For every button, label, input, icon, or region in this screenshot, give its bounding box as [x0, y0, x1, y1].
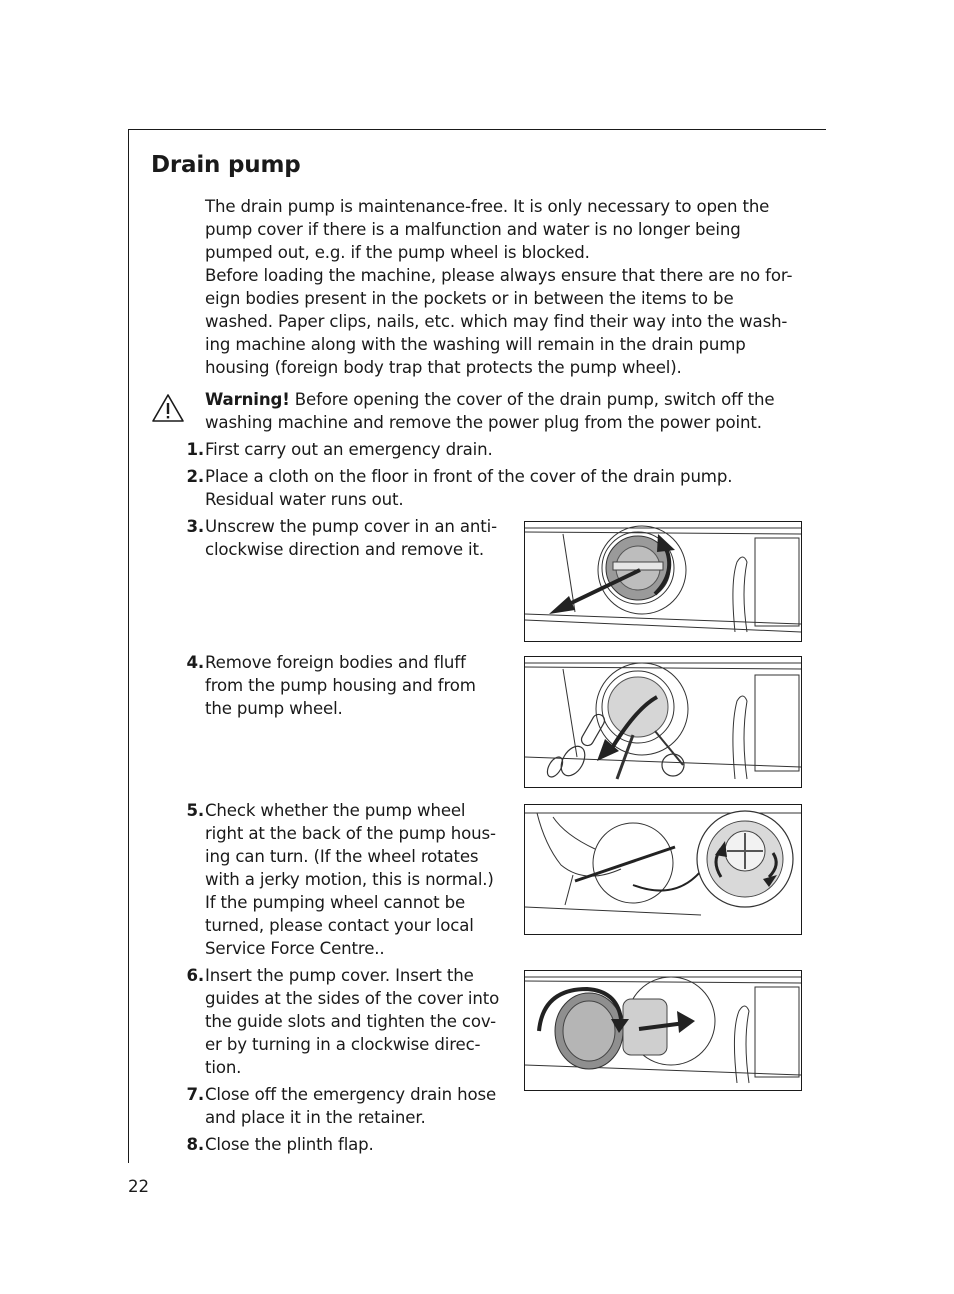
figure-remove-foreign-bodies [524, 656, 802, 788]
step-4: 4. Remove foreign bodies and fluff from the pump housing and from the pump wheel. [186, 653, 476, 718]
page-title: Drain pump [151, 152, 301, 178]
foreign-bodies-illustration [525, 657, 801, 787]
warning-label: Warning! [205, 390, 290, 409]
step-3: 3. Unscrew the pump cover in an anti- clockwise direction and remove it. [186, 517, 497, 559]
step-2: 2. Place a cloth on the floor in front of the cover of the drain pump. Residual water runs out. [186, 467, 733, 509]
warning-paragraph: Warning! Before opening the cover of the drain pump, switch off the washing machine and remove the power plug from the power point. [205, 390, 775, 432]
unscrew-cover-illustration [525, 522, 801, 641]
step-1: 1. First carry out an emergency drain. [186, 440, 493, 459]
step-8: 8. Close the plinth flap. [186, 1135, 374, 1154]
frame-top-rule [128, 129, 826, 130]
intro-paragraph: The drain pump is maintenance-free. It is only necessary to open the pump cover if there is a malfunction and water is no longer being pumped out, e.g. if the pump wheel is blocked. Before loading the machine, please always ensure that there are no for- eign bodies present in the pockets or in between the items to be washed. Paper clips, nails, etc. which may find their way into the wash- ing machine along with the washing will remain in the drain pump housing (foreign body trap that protects the pump wheel). [205, 197, 793, 377]
figure-insert-pump-cover [524, 970, 802, 1091]
step-5: 5. Check whether the pump wheel right at the back of the pump hous- ing can turn. (If the wheel rotates with a jerky motion, this is normal.) If the pumping wheel cannot be turned, please contact your local Service Force Centre.. [186, 801, 496, 958]
frame-left-rule [128, 129, 129, 1163]
check-wheel-illustration [525, 805, 801, 934]
figure-unscrew-pump-cover [524, 521, 802, 642]
page-number: 22 [128, 1177, 150, 1196]
step-6: 6. Insert the pump cover. Insert the guides at the sides of the cover into the guide slots and tighten the cov- er by turning in a clockwise direc- tion. [186, 966, 500, 1077]
insert-cover-illustration [525, 971, 801, 1090]
figure-check-pump-wheel [524, 804, 802, 935]
step-7: 7. Close off the emergency drain hose and place it in the retainer. [186, 1085, 497, 1127]
warning-triangle-icon [151, 393, 185, 423]
